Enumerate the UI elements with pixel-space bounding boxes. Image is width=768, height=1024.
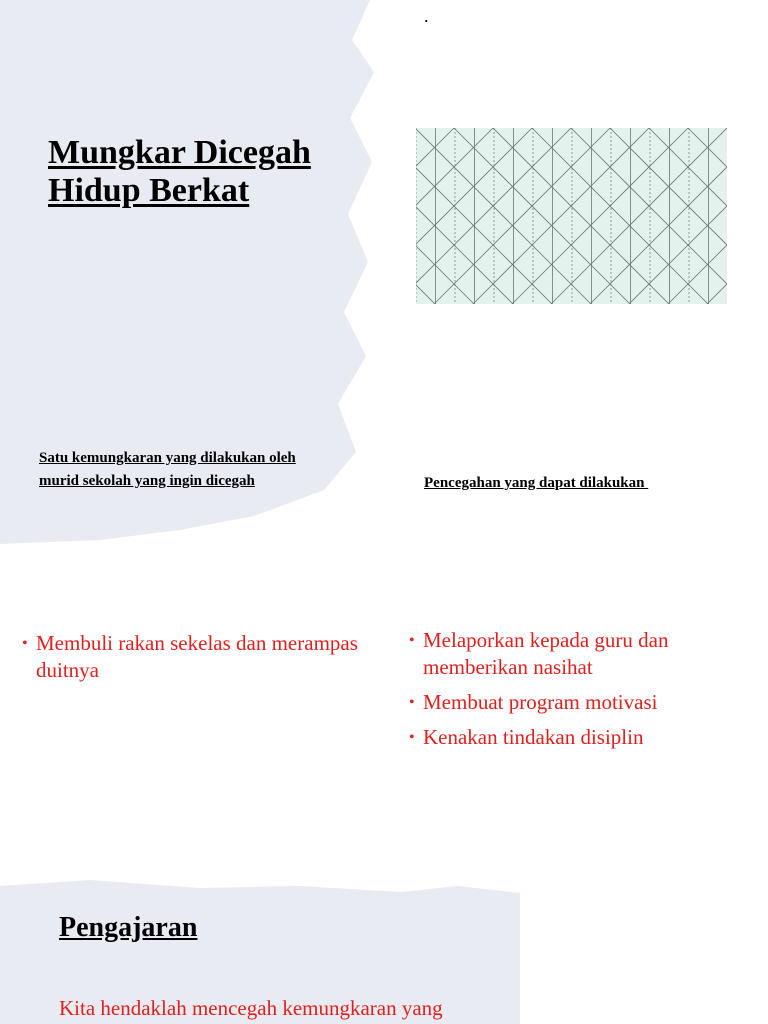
list-item: • Kenakan tindakan disiplin bbox=[409, 724, 749, 751]
lesson-title: Pengajaran bbox=[59, 912, 198, 943]
wrongdoing-heading: Satu kemungkaran yang dilakukan oleh murid sekolah yang ingin dicegah bbox=[39, 450, 296, 489]
prevention-list bbox=[409, 627, 749, 759]
slide-title-line-1: Mungkar Dicegah bbox=[48, 134, 311, 171]
lesson-text: Kita hendaklah mencegah kemungkaran yang bbox=[59, 996, 443, 1020]
pattern-background bbox=[416, 128, 727, 304]
slide-title-line-2: Hidup Berkat bbox=[48, 172, 250, 209]
slide-title bbox=[48, 134, 311, 210]
list-item: • Melaporkan kepada guru dan memberikan nasihat bbox=[409, 627, 749, 681]
wrongdoing-list bbox=[22, 630, 362, 684]
list-item: • Membuat program motivasi bbox=[409, 689, 749, 716]
geometric-pattern-image bbox=[416, 128, 727, 304]
list-item: • Membuli rakan sekelas dan merampas duitnya bbox=[22, 630, 362, 684]
stray-dot: . bbox=[424, 6, 429, 26]
prevention-heading: Pencegahan yang dapat dilakukan bbox=[424, 475, 649, 491]
